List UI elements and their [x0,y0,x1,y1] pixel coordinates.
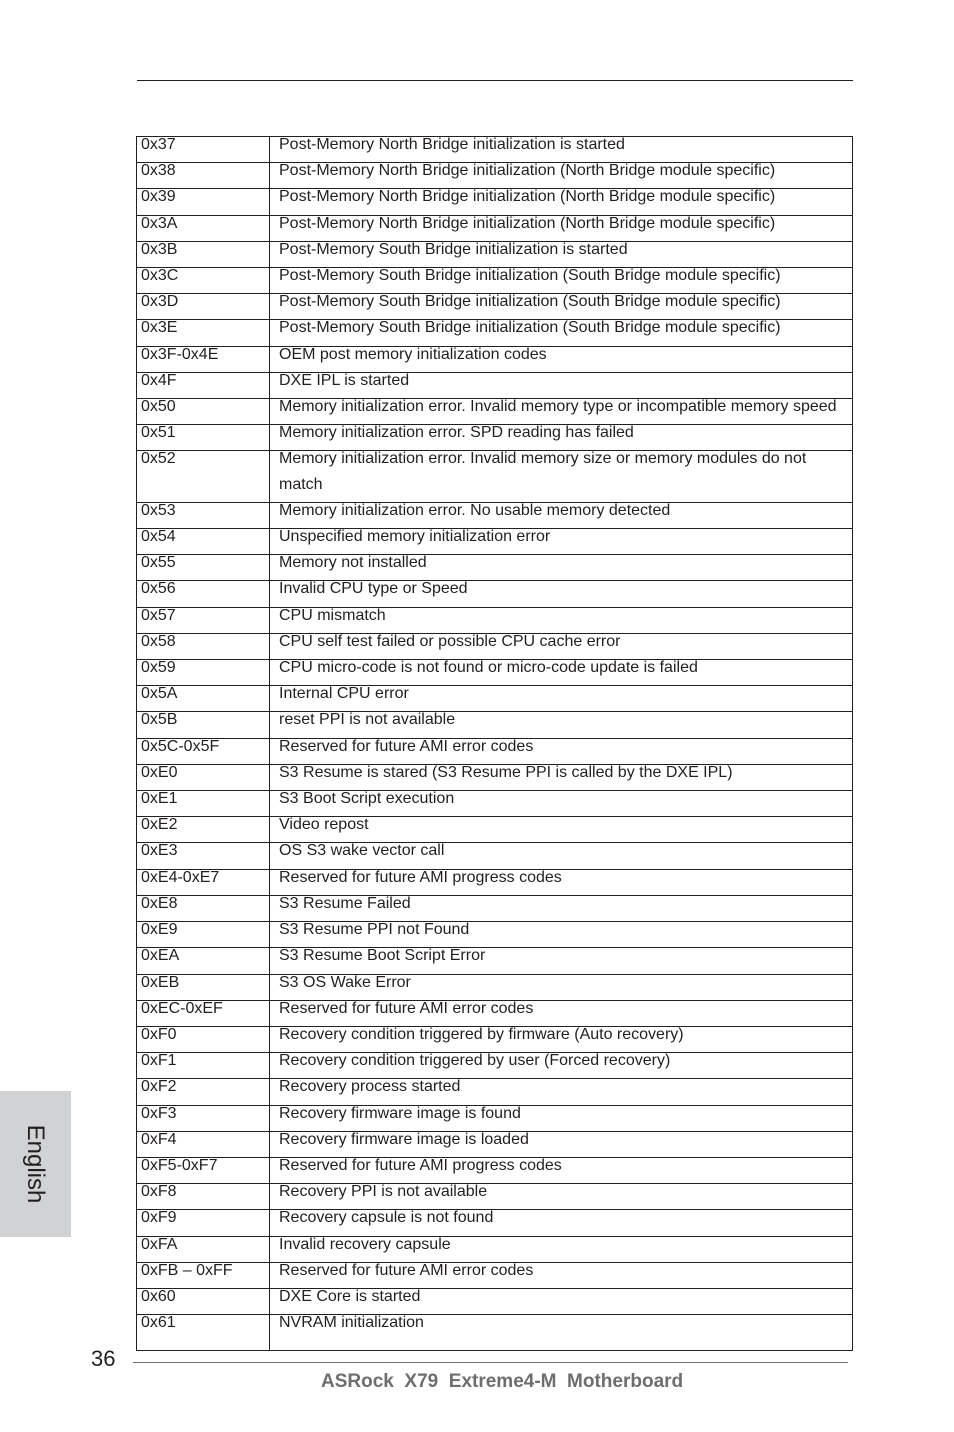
post-code-description: OS S3 wake vector call [279,842,445,860]
post-code-value: 0xEA [141,947,180,965]
post-code-cell [137,163,270,189]
post-code-description-cell [270,268,853,294]
table-row [137,974,853,1000]
footer-rule [133,1362,848,1363]
post-code-description: CPU self test failed or possible CPU cache error [279,632,621,650]
table-row [137,320,853,346]
post-code-value: 0x5B [141,711,178,729]
post-code-description-cell [270,895,853,921]
post-code-description: CPU micro-code is not found or micro-code update is failed [279,659,698,677]
post-code-value: 0xF4 [141,1130,177,1148]
post-code-description-cell [270,320,853,346]
post-code-description-cell [270,502,853,528]
post-code-value: 0x53 [141,501,176,519]
table-row [137,1000,853,1026]
table-row [137,1184,853,1210]
post-code-description: S3 OS Wake Error [279,973,411,991]
post-code-description-cell [270,137,853,163]
table-row [137,529,853,555]
table-row [137,189,853,215]
post-code-cell [137,922,270,948]
post-code-value: 0xE1 [141,790,178,808]
post-code-cell [137,1000,270,1026]
table-row [137,1288,853,1314]
table-row [137,137,853,163]
table-row [137,817,853,843]
post-code-description: S3 Resume is stared (S3 Resume PPI is called by the DXE IPL) [279,763,733,781]
post-code-value: 0x50 [141,398,176,416]
post-code-description: S3 Resume Failed [279,894,411,912]
post-code-description-cell [270,1053,853,1079]
post-code-cell [137,686,270,712]
table-row [137,1157,853,1183]
post-code-description: Recovery condition triggered by user (Forced recovery) [279,1052,671,1070]
post-code-description: Post-Memory North Bridge initialization (North Bridge module specific) [279,214,776,232]
table-row [137,895,853,921]
table-row [137,555,853,581]
post-code-description-cell [270,1079,853,1105]
table-row [137,764,853,790]
post-code-value: 0xF2 [141,1078,177,1096]
table-row [137,581,853,607]
table-row [137,738,853,764]
post-code-description-cell [270,686,853,712]
post-code-cell [137,764,270,790]
post-code-description: Invalid CPU type or Speed [279,580,468,598]
post-code-description-cell [270,1184,853,1210]
post-code-description-cell [270,791,853,817]
post-code-description: Reserved for future AMI error codes [279,1261,534,1279]
post-code-cell [137,869,270,895]
post-code-description-cell [270,1315,853,1351]
post-code-value: 0xF5-0xF7 [141,1156,218,1174]
post-code-description-cell [270,633,853,659]
post-code-cell [137,1315,270,1351]
table-row [137,1210,853,1236]
table-row [137,425,853,451]
post-code-description: Memory initialization error. Invalid memory size or memory modules do not match [279,450,807,493]
table-row [137,1026,853,1052]
post-code-cell [137,1105,270,1131]
post-code-description: Invalid recovery capsule [279,1235,451,1253]
table-row [137,922,853,948]
post-code-description-cell [270,1000,853,1026]
table-row [137,451,853,502]
post-code-cell [137,215,270,241]
post-code-description-cell [270,1262,853,1288]
post-code-description-cell [270,974,853,1000]
post-code-description: DXE IPL is started [279,371,410,389]
table-row [137,712,853,738]
table-row [137,791,853,817]
post-code-description-cell [270,163,853,189]
post-code-cell [137,189,270,215]
post-code-cell [137,502,270,528]
post-code-description-cell [270,948,853,974]
post-code-value: 0x58 [141,632,176,650]
post-code-description-cell [270,372,853,398]
post-code-value: 0xFB – 0xFF [141,1261,233,1279]
post-code-cell [137,974,270,1000]
post-code-cell [137,1184,270,1210]
post-code-description-cell [270,425,853,451]
table-row [137,1236,853,1262]
post-code-description: S3 Resume PPI not Found [279,921,470,939]
post-code-description: Memory not installed [279,554,427,572]
post-code-cell [137,451,270,502]
post-code-value: 0xE4-0xE7 [141,868,220,886]
post-code-description-cell [270,1210,853,1236]
post-code-value: 0xE0 [141,763,178,781]
footer-title: ASRock X79 Extreme4-M Motherboard [321,1371,684,1392]
post-code-cell [137,581,270,607]
post-code-description-cell [270,1105,853,1131]
post-code-value: 0xF1 [141,1052,177,1070]
post-code-description: Recovery condition triggered by firmware (Auto recovery) [279,1025,684,1043]
post-code-value: 0x3A [141,214,178,232]
post-code-description: Reserved for future AMI error codes [279,737,534,755]
post-code-cell [137,241,270,267]
post-code-description-cell [270,451,853,502]
post-code-cell [137,895,270,921]
table-row [137,686,853,712]
post-code-description: NVRAM initialization [279,1314,424,1332]
post-code-cell [137,1157,270,1183]
post-code-description-cell [270,843,853,869]
post-code-description-cell [270,1131,853,1157]
post-code-value: 0x3C [141,267,179,285]
table-row [137,660,853,686]
post-code-value: 0x54 [141,528,176,546]
post-code-value: 0xF8 [141,1183,177,1201]
table-row [137,843,853,869]
post-code-description: Reserved for future AMI progress codes [279,1156,562,1174]
post-code-description-cell [270,660,853,686]
table-row [137,1105,853,1131]
post-code-description: Recovery process started [279,1078,461,1096]
post-code-description: S3 Resume Boot Script Error [279,947,486,965]
post-code-value: 0xE2 [141,816,178,834]
table-row [137,294,853,320]
post-code-description: Recovery firmware image is found [279,1104,521,1122]
post-code-value: 0xE3 [141,842,178,860]
language-tab-label: English [22,1124,49,1204]
post-code-description: Recovery firmware image is loaded [279,1130,529,1148]
post-code-cell [137,1262,270,1288]
post-code-description-cell [270,346,853,372]
post-code-cell [137,137,270,163]
post-code-cell [137,607,270,633]
post-code-cell [137,791,270,817]
post-code-cell [137,1079,270,1105]
post-code-description-cell [270,1288,853,1314]
table-row [137,1079,853,1105]
post-code-value: 0xE9 [141,921,178,939]
post-code-value: 0x37 [141,136,176,153]
post-code-cell [137,1236,270,1262]
post-code-description: Reserved for future AMI progress codes [279,868,562,886]
post-code-cell [137,738,270,764]
post-code-description-cell [270,1026,853,1052]
post-code-value: 0x51 [141,424,176,442]
post-code-cell [137,712,270,738]
post-code-cell [137,817,270,843]
post-code-cell [137,633,270,659]
post-code-description: OEM post memory initialization codes [279,345,547,363]
post-code-description: Post-Memory North Bridge initialization is started [279,136,625,153]
post-code-description-cell [270,294,853,320]
post-code-description-cell [270,738,853,764]
table-row [137,372,853,398]
language-tab [0,1091,71,1237]
post-code-cell [137,529,270,555]
table-row [137,633,853,659]
post-code-cell [137,399,270,425]
post-code-description: Memory initialization error. SPD reading has failed [279,424,634,442]
post-code-description-cell [270,529,853,555]
post-code-value: 0xEB [141,973,180,991]
table-row [137,215,853,241]
post-code-description-cell [270,1236,853,1262]
table-row [137,948,853,974]
post-code-description-cell [270,215,853,241]
post-code-value: 0x3E [141,319,178,337]
post-code-description: DXE Core is started [279,1287,421,1305]
table-row [137,241,853,267]
post-code-cell [137,660,270,686]
post-code-description: Post-Memory North Bridge initialization (North Bridge module specific) [279,162,776,180]
post-code-cell [137,1053,270,1079]
post-code-value: 0x3B [141,240,178,258]
table-row [137,1131,853,1157]
post-code-description-cell [270,607,853,633]
post-code-description: Internal CPU error [279,685,409,703]
post-code-description-cell [270,817,853,843]
post-code-description-cell [270,241,853,267]
table-row [137,346,853,372]
table-row [137,1053,853,1079]
post-code-description-cell [270,555,853,581]
post-code-cell [137,555,270,581]
table-row [137,1262,853,1288]
post-code-description: Post-Memory South Bridge initialization is started [279,240,628,258]
post-code-cell [137,425,270,451]
post-code-value: 0x39 [141,188,176,206]
post-code-value: 0x3F-0x4E [141,345,219,363]
post-code-value: 0x3D [141,293,179,311]
table-row [137,502,853,528]
post-code-description: Post-Memory North Bridge initialization (North Bridge module specific) [279,188,776,206]
table-row [137,607,853,633]
table-row [137,399,853,425]
post-code-description: Post-Memory South Bridge initialization (South Bridge module specific) [279,267,781,285]
table-row [137,163,853,189]
post-code-description: Unspecified memory initialization error [279,528,551,546]
post-code-value: 0xF9 [141,1209,177,1227]
header-rule [137,80,853,81]
post-code-value: 0xE8 [141,894,178,912]
post-code-value: 0x60 [141,1287,176,1305]
post-code-description: Video repost [279,816,369,834]
post-code-cell [137,1026,270,1052]
post-code-cell [137,843,270,869]
post-code-rows [137,137,853,1351]
post-code-description-cell [270,581,853,607]
post-code-description: S3 Boot Script execution [279,790,455,808]
post-code-description-cell [270,189,853,215]
post-code-description: Memory initialization error. Invalid memory type or incompatible memory speed [279,398,837,416]
page-number: 36 [91,1346,116,1371]
post-code-description: Post-Memory South Bridge initialization (South Bridge module specific) [279,293,781,311]
post-code-cell [137,948,270,974]
table-row [137,268,853,294]
post-code-value: 0x52 [141,450,176,468]
post-code-cell [137,294,270,320]
post-code-value: 0xF3 [141,1104,177,1122]
post-code-value: 0x57 [141,606,176,624]
table-row [137,1315,853,1351]
post-code-value: 0x55 [141,554,176,572]
post-code-value: 0xF0 [141,1025,177,1043]
post-code-description-cell [270,399,853,425]
post-code-description: Recovery PPI is not available [279,1183,488,1201]
post-code-description: Reserved for future AMI error codes [279,999,534,1017]
post-code-description: Memory initialization error. No usable memory detected [279,501,671,519]
post-code-value: 0x56 [141,580,176,598]
post-code-cell [137,346,270,372]
post-code-description: Recovery capsule is not found [279,1209,494,1227]
post-code-description: Post-Memory South Bridge initialization (South Bridge module specific) [279,319,781,337]
post-code-cell [137,1288,270,1314]
post-code-cell [137,372,270,398]
post-code-description-cell [270,922,853,948]
post-code-description: reset PPI is not available [279,711,456,729]
post-code-description-cell [270,869,853,895]
post-code-cell [137,320,270,346]
post-code-value: 0xFA [141,1235,178,1253]
post-code-cell [137,1210,270,1236]
post-code-value: 0xEC-0xEF [141,999,223,1017]
post-code-description-cell [270,1157,853,1183]
post-code-value: 0x61 [141,1314,176,1332]
post-code-table [136,136,853,1351]
post-code-description-cell [270,764,853,790]
table-row [137,869,853,895]
post-code-value: 0x38 [141,162,176,180]
post-code-value: 0x4F [141,371,177,389]
post-code-cell [137,268,270,294]
post-code-value: 0x5C-0x5F [141,737,220,755]
post-code-cell [137,1131,270,1157]
post-code-value: 0x59 [141,659,176,677]
post-code-description: CPU mismatch [279,606,386,624]
post-code-value: 0x5A [141,685,178,703]
post-code-description-cell [270,712,853,738]
